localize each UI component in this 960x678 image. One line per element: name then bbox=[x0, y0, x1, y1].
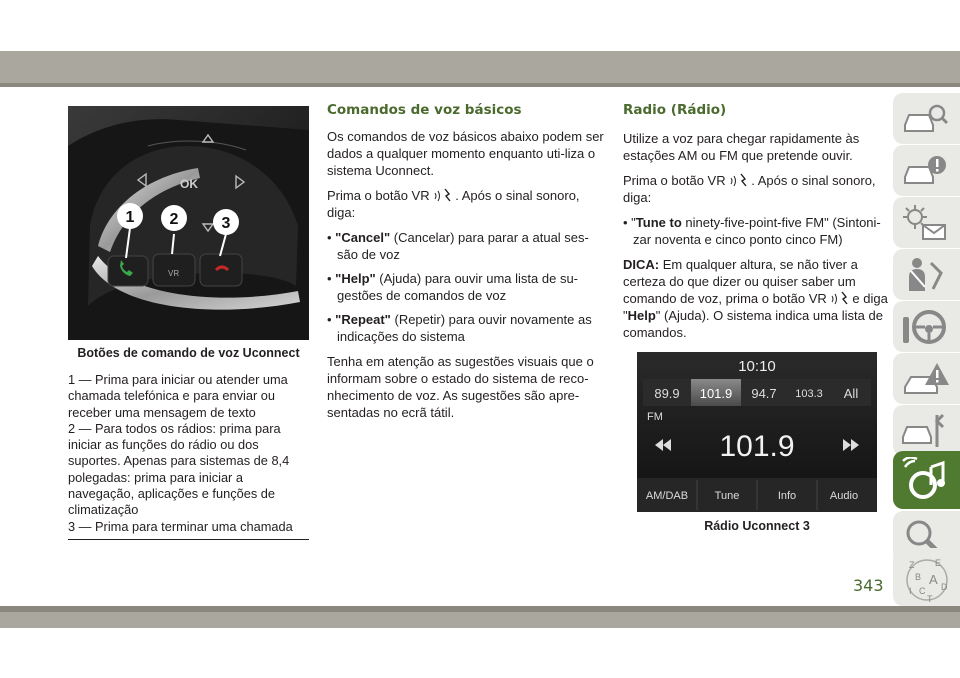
info-button[interactable]: Info bbox=[777, 490, 797, 502]
svg-text:C: C bbox=[919, 586, 926, 596]
current-frequency: 101.9 bbox=[719, 430, 795, 463]
tab-car-service[interactable] bbox=[893, 405, 960, 456]
callout-3 bbox=[213, 209, 239, 235]
seat-belt-icon bbox=[901, 255, 949, 295]
steering-wheel-photo bbox=[68, 106, 309, 340]
svg-text:T: T bbox=[927, 594, 933, 604]
voice-recognition-icon bbox=[433, 188, 455, 202]
bullet-tune-to: • "Tune to ninety-five-point-five FM" (Sintoni-zar noventa e cinco ponto cinco FM) bbox=[623, 215, 881, 247]
callout-1 bbox=[117, 203, 143, 229]
legend-rule bbox=[68, 539, 309, 540]
tab-steering-wheel[interactable] bbox=[893, 301, 960, 352]
bullet-repeat: • "Repeat" (Repetir) para ouvir novamente as indicações do sistema bbox=[327, 312, 592, 344]
svg-text:B: B bbox=[915, 572, 922, 582]
multimedia-icon bbox=[901, 457, 951, 503]
callout-2 bbox=[161, 205, 187, 231]
preset-2[interactable]: 101.9 bbox=[699, 386, 733, 401]
tab-multimedia-active[interactable] bbox=[893, 451, 960, 509]
car-warning-icon bbox=[901, 151, 949, 191]
header-band-line bbox=[0, 83, 960, 87]
voice-recognition-icon bbox=[830, 291, 852, 305]
svg-text:E: E bbox=[935, 558, 942, 568]
page-number: 343 bbox=[853, 576, 884, 595]
legend-item-1: 1 — Prima para iniciar ou atender uma chamada telefónica e para enviar ou receber uma mensagem de texto bbox=[68, 372, 288, 420]
uconnect-radio-screen bbox=[637, 352, 877, 512]
figure-caption-buttons: Botões de comando de voz Uconnect bbox=[77, 346, 300, 360]
steering-wheel-icon bbox=[901, 307, 949, 347]
car-service-icon bbox=[901, 411, 949, 451]
lights-message-icon bbox=[901, 203, 949, 243]
car-search-icon bbox=[901, 99, 949, 139]
band-label: FM bbox=[647, 411, 663, 423]
svg-text:1: 1 bbox=[125, 209, 135, 226]
basic-closing: Tenha em atenção as sugestões visuais que o informam sobre o estado do sistema de reco-nhecimento de voz. As sugestões são apre-sentadas no ecrã tátil. bbox=[327, 354, 594, 420]
section-heading-basic: Comandos de voz básicos bbox=[327, 102, 522, 118]
radio-tip: DICA: Em qualquer altura, se não tiver a certeza do que dizer ou quiser saber um comando de voz, prima o botão VR e diga "Help" (Ajuda). O sistema indica uma lista de comandos. bbox=[623, 257, 888, 340]
tab-index[interactable] bbox=[893, 548, 960, 606]
header-band bbox=[0, 51, 960, 83]
svg-text:D: D bbox=[941, 582, 948, 592]
tab-car-warning[interactable] bbox=[893, 145, 960, 196]
preset-3[interactable]: 94.7 bbox=[751, 386, 777, 401]
road-warning-icon bbox=[901, 359, 949, 399]
svg-text:3: 3 bbox=[221, 215, 231, 232]
basic-press-vr: Prima o botão VR . Após o sinal sonoro, diga: bbox=[327, 188, 580, 220]
tab-lights-message[interactable] bbox=[893, 197, 960, 248]
bullet-help: • "Help" (Ajuda) para ouvir uma lista de su-gestões de comandos de voz bbox=[327, 271, 578, 303]
footer-band bbox=[0, 612, 960, 628]
preset-1[interactable]: 89.9 bbox=[654, 386, 680, 401]
tab-car-search[interactable] bbox=[893, 93, 960, 144]
ok-label: OK bbox=[180, 177, 198, 191]
svg-text:2: 2 bbox=[169, 211, 179, 228]
button-legend bbox=[68, 372, 309, 535]
basic-intro: Os comandos de voz básicos abaixo podem ser dados a qualquer momento enquanto uti-liza o sistema Uconnect. bbox=[327, 129, 604, 178]
alphabet-index-icon bbox=[901, 554, 951, 606]
radio-press-vr: Prima o botão VR . Após o sinal sonoro, diga: bbox=[623, 173, 876, 205]
svg-text:Z: Z bbox=[909, 560, 915, 570]
tab-safety[interactable] bbox=[893, 249, 960, 300]
am-dab-button[interactable]: AM/DAB bbox=[645, 490, 689, 502]
bullet-cancel: • "Cancel" (Cancelar) para parar a atual ses-são de voz bbox=[327, 230, 589, 262]
audio-button[interactable]: Audio bbox=[829, 490, 859, 502]
basic-voice-commands-section bbox=[327, 102, 604, 421]
preset-4[interactable]: 103.3 bbox=[795, 388, 823, 400]
radio-clock: 10:10 bbox=[738, 358, 776, 375]
preset-all[interactable]: All bbox=[843, 386, 859, 401]
voice-recognition-icon bbox=[729, 173, 751, 187]
tab-road-warning[interactable] bbox=[893, 353, 960, 404]
svg-text:I: I bbox=[909, 586, 912, 596]
legend-item-3: 3 — Prima para terminar uma chamada bbox=[68, 518, 293, 534]
section-heading-radio: Radio (Rádio) bbox=[623, 102, 727, 118]
vr-label: VR bbox=[168, 269, 180, 278]
radio-intro: Utilize a voz para chegar rapidamente às estações AM ou FM que pretende ouvir. bbox=[623, 131, 860, 163]
radio-section bbox=[623, 102, 891, 341]
svg-text:A: A bbox=[929, 572, 938, 587]
figure-caption-radio: Rádio Uconnect 3 bbox=[704, 519, 810, 533]
legend-item-2: 2 — Para todos os rádios: prima para iniciar as funções do rádio ou dos suportes. Apenas para sistemas de 8,4 polegadas: prima para iniciar a navegação, aplicações e funções de climatização bbox=[68, 420, 290, 518]
tune-button[interactable]: Tune bbox=[714, 490, 740, 502]
